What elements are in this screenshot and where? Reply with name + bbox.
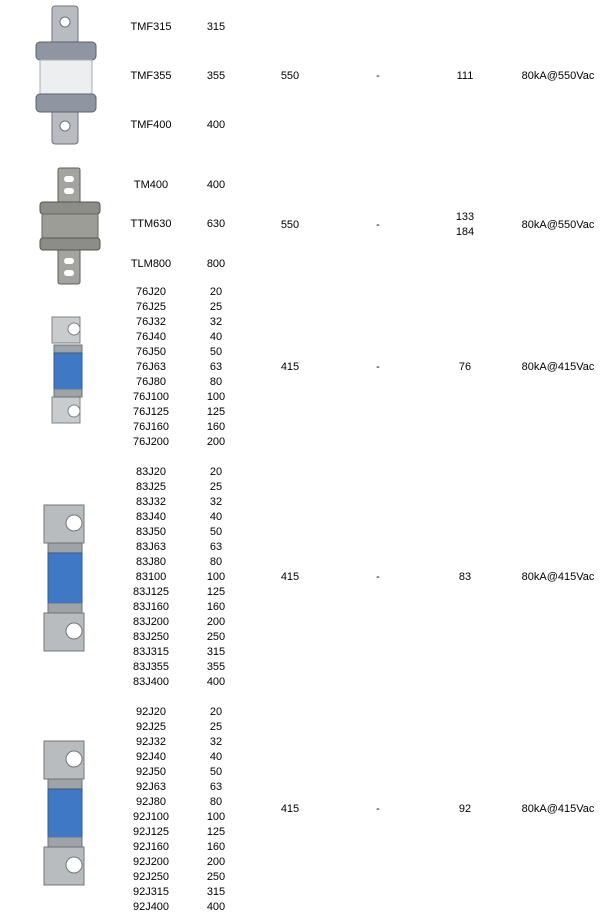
part-code: 83J32 [136, 496, 166, 508]
fuse-group-76j [0, 285, 609, 455]
amp-rating: 80 [209, 796, 223, 808]
amp-rating: 80 [209, 376, 223, 388]
tmf-fuse-image [30, 4, 102, 146]
part-code: 76J200 [132, 436, 170, 448]
breaking-capacity: 80kA@415Vac [521, 361, 595, 373]
part-code: 83J250 [132, 631, 170, 643]
amp-rating: 32 [209, 496, 223, 508]
voltage-rating: 415 [280, 361, 300, 373]
empty-value: - [376, 803, 380, 815]
voltage-rating: 415 [280, 803, 300, 815]
empty-value: - [376, 571, 380, 583]
amp-rating: 200 [206, 616, 226, 628]
amp-rating: 400 [206, 901, 226, 913]
amp-rating: 250 [206, 631, 226, 643]
dimension-value-secondary: 184 [455, 226, 475, 238]
part-code: 92J32 [136, 736, 166, 748]
part-code: 83J63 [136, 541, 166, 553]
amp-rating: 50 [209, 526, 223, 538]
part-code: 76J125 [132, 406, 170, 418]
part-code: TMF315 [130, 21, 172, 33]
amp-rating: 32 [209, 736, 223, 748]
amp-rating: 25 [209, 721, 223, 733]
part-code: 76J20 [136, 286, 166, 298]
amp-rating: 40 [209, 751, 223, 763]
part-code: 76J40 [136, 331, 166, 343]
amp-rating: 355 [206, 661, 226, 673]
voltage-rating: 415 [280, 571, 300, 583]
amp-rating: 400 [206, 676, 226, 688]
amp-rating: 32 [209, 316, 223, 328]
breaking-capacity: 80kA@415Vac [521, 803, 595, 815]
amp-rating: 50 [209, 346, 223, 358]
amp-rating: 630 [206, 218, 226, 230]
amp-rating: 100 [206, 811, 226, 823]
breaking-capacity: 80kA@415Vac [521, 571, 595, 583]
dimension-value: 83 [458, 571, 472, 583]
amp-rating: 200 [206, 856, 226, 868]
amp-rating: 160 [206, 601, 226, 613]
amp-rating: 63 [209, 781, 223, 793]
amp-rating: 400 [206, 119, 226, 131]
83j-fuse-image [40, 503, 90, 653]
part-code: 83J400 [132, 676, 170, 688]
dimension-value: 92 [458, 803, 472, 815]
dimension-value: 111 [456, 70, 474, 82]
part-code: 76J160 [132, 421, 170, 433]
breaking-capacity: 80kA@550Vac [521, 70, 595, 82]
amp-rating: 80 [209, 556, 223, 568]
empty-value: - [376, 70, 380, 82]
amp-rating: 50 [209, 766, 223, 778]
amp-rating: 800 [206, 258, 226, 270]
tm-fuse-image [38, 166, 102, 286]
amp-rating: 63 [209, 541, 223, 553]
fuse-group-tmf [0, 0, 609, 150]
part-code: 92J100 [132, 811, 170, 823]
amp-rating: 200 [206, 436, 226, 448]
part-code: 83J50 [136, 526, 166, 538]
76j-fuse-image [44, 315, 88, 425]
amp-rating: 20 [209, 286, 223, 298]
amp-rating: 160 [206, 421, 226, 433]
part-code: 83J315 [132, 646, 170, 658]
part-code: TMF355 [130, 70, 172, 82]
amp-rating: 250 [206, 871, 226, 883]
part-code: 92J315 [132, 886, 170, 898]
part-code: 92J80 [136, 796, 166, 808]
amp-rating: 25 [209, 481, 223, 493]
part-code: 92J40 [136, 751, 166, 763]
part-code: 76J100 [132, 391, 170, 403]
part-code: 92J160 [132, 841, 170, 853]
amp-rating: 355 [206, 70, 226, 82]
amp-rating: 160 [206, 841, 226, 853]
amp-rating: 315 [206, 646, 226, 658]
amp-rating: 63 [209, 361, 223, 373]
part-code: 92J20 [136, 706, 166, 718]
part-code: 76J25 [136, 301, 166, 313]
part-code: 83J200 [132, 616, 170, 628]
part-code: TMF400 [130, 119, 172, 131]
part-code: 83J160 [132, 601, 170, 613]
amp-rating: 125 [206, 586, 226, 598]
fuse-group-92j [0, 705, 609, 920]
92j-fuse-image [40, 739, 90, 887]
part-code: TTM630 [130, 218, 172, 230]
breaking-capacity: 80kA@550Vac [521, 219, 595, 231]
amp-rating: 40 [209, 331, 223, 343]
part-code: TLM800 [130, 258, 172, 270]
part-code: 83J40 [136, 511, 166, 523]
dimension-value: 76 [458, 361, 472, 373]
amp-rating: 400 [206, 179, 226, 191]
dimension-value-primary: 133 [455, 211, 475, 223]
part-code: 92J50 [136, 766, 166, 778]
voltage-rating: 550 [280, 70, 300, 82]
part-code: 76J50 [136, 346, 166, 358]
part-code: 92J25 [136, 721, 166, 733]
voltage-rating: 550 [280, 219, 300, 231]
amp-rating: 100 [206, 391, 226, 403]
part-code: 83100 [135, 571, 167, 583]
part-code: 76J32 [136, 316, 166, 328]
amp-rating: 20 [209, 466, 223, 478]
part-code: 92J125 [132, 826, 170, 838]
part-code: 83J80 [136, 556, 166, 568]
empty-value: - [376, 361, 380, 373]
part-code: TM400 [133, 179, 169, 191]
part-code: 83J25 [136, 481, 166, 493]
amp-rating: 40 [209, 511, 223, 523]
part-code: 92J400 [132, 901, 170, 913]
part-code: 92J63 [136, 781, 166, 793]
part-code: 76J63 [136, 361, 166, 373]
amp-rating: 25 [209, 301, 223, 313]
amp-rating: 125 [206, 406, 226, 418]
part-code: 92J250 [132, 871, 170, 883]
amp-rating: 100 [206, 571, 226, 583]
amp-rating: 20 [209, 706, 223, 718]
part-code: 83J125 [132, 586, 170, 598]
empty-value: - [376, 219, 380, 231]
part-code: 83J355 [132, 661, 170, 673]
amp-rating: 315 [206, 886, 226, 898]
part-code: 76J80 [136, 376, 166, 388]
part-code: 83J20 [136, 466, 166, 478]
fuse-group-83j [0, 465, 609, 695]
amp-rating: 315 [206, 21, 226, 33]
fuse-group-tm [0, 150, 609, 285]
amp-rating: 125 [206, 826, 226, 838]
part-code: 92J200 [132, 856, 170, 868]
